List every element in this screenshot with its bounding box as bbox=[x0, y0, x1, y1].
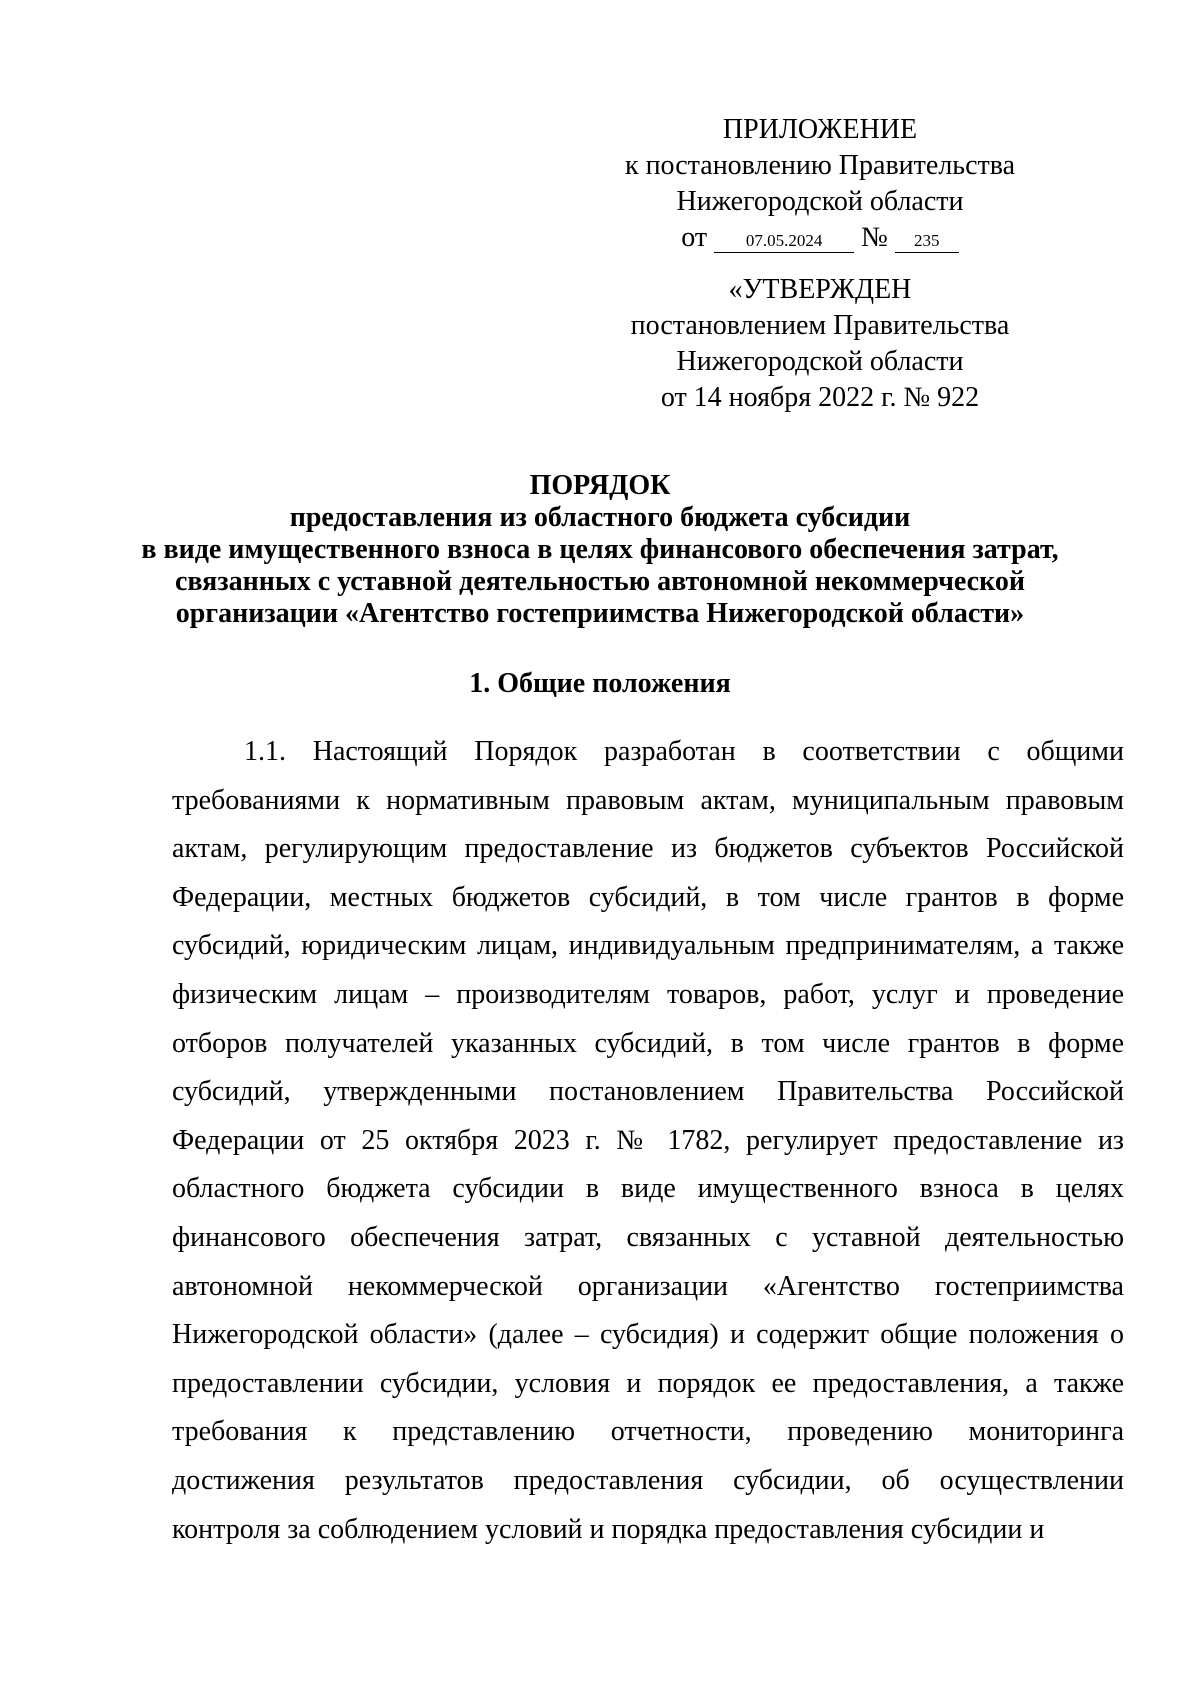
number-sign: № bbox=[861, 222, 888, 253]
section-heading: 1. Общие положения bbox=[469, 668, 731, 699]
attachment-heading: ПРИЛОЖЕНИЕ bbox=[722, 114, 918, 145]
paragraph-1-1: 1.1. Настоящий Порядок разработан в соответствии с общими требованиями к нормативным правовым актам, муниципальным правовым актам, регулирующим предоставление из бюджетов субъектов Российской Федерации, местных бюджетов субсидий, в том числе грантов в форме субсидий, юридическим лицам, индивидуальным предпринимателям, а также физическим лицам – производителям товаров, работ, услуг и проведение отборов получателей указанных субсидий, в том числе грантов в форме субсидий, утвержденными постановлением Правительства Российской Федерации от 25 октября 2023 г. № 1782, регулирует предоставление из областного бюджета субсидии в виде имущественного взноса в целях финансового обеспечения затрат, связанных с уставной деятельностью автономной некоммерческой организации «Агентство гостеприимства Нижегородской области» (далее – субсидия) и содержит общие положения о предоставлении субсидии, условия и порядок ее предоставления, а также требования к представлению отчетности, проведению мониторинга достижения результатов предоставления субсидии, об осуществлении контроля за соблюдением условий и порядка предоставления субсидии и bbox=[172, 736, 1124, 1545]
date-field: 07.05.2024 bbox=[714, 220, 854, 253]
attachment-block bbox=[600, 112, 1040, 256]
attachment-date-line bbox=[600, 220, 1040, 256]
approved-line-2: Нижегородской области bbox=[676, 346, 964, 377]
number-field: 235 bbox=[895, 220, 959, 253]
title-line-1: предоставления из областного бюджета субсидии bbox=[289, 502, 911, 533]
attachment-line-2: Нижегородской области bbox=[676, 186, 964, 217]
title-line-2: в виде имущественного взноса в целях финансового обеспечения затрат, bbox=[141, 534, 1059, 565]
from-label: от bbox=[681, 222, 708, 253]
approved-line-3: от 14 ноября 2022 г. № 922 bbox=[660, 382, 980, 413]
document-title bbox=[100, 470, 1100, 630]
approved-line-1: постановлением Правительства bbox=[630, 310, 1010, 341]
approved-block bbox=[600, 272, 1040, 416]
attachment-line-1: к постановлению Правительства bbox=[624, 150, 1016, 181]
title-line-3: связанных с уставной деятельностью автономной некоммерческой bbox=[174, 566, 1025, 597]
title-line-4: организации «Агентство гостеприимства Нижегородской области» bbox=[175, 598, 1025, 629]
title-heading: ПОРЯДОК bbox=[529, 470, 671, 501]
approved-heading: «УТВЕРЖДЕН bbox=[728, 274, 912, 305]
